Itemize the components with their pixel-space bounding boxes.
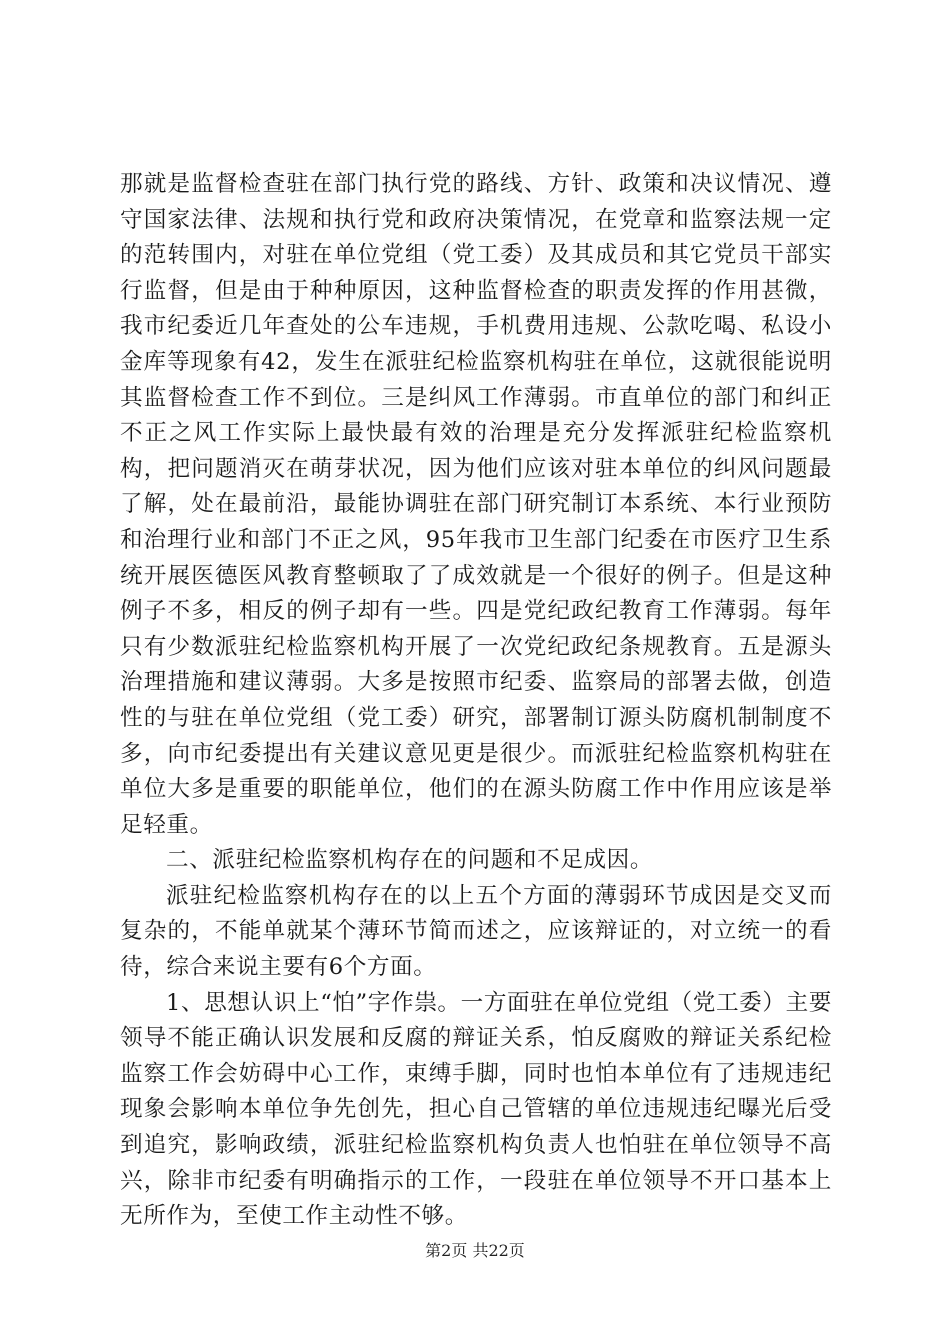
paragraph: 派驻纪检监察机构存在的以上五个方面的薄弱环节成因是交叉而复杂的，不能单就某个薄环节简而述之，应该辩证的，对立统一的看待，综合来说主要有6个方面。: [120, 882, 832, 981]
page-number-footer: 第2页 共22页: [425, 1241, 525, 1260]
paragraph-continuation: 那就是监督检查驻在部门执行党的路线、方针、政策和决议情况、遵守国家法律、法规和执行党和政府决策情况，在党章和监察法规一定的范转围内，对驻在单位党组（党工委）及其成员和其它党员干部实行监督，但是由于种种原因，这种监督检查的职责发挥的作用甚微，我市纪委近几年查处的公车违规，手机费用违规、公款吃喝、私设小金库等现象有42，发生在派驻纪检监察机构驻在单位，这就很能说明其监督检查工作不到位。三是纠风工作薄弱。市直单位的部门和纠正不正之风工作实际上最快最有效的治理是充分发挥派驻纪检监察机构，把问题消灭在萌芽状况，因为他们应该对驻本单位的纠风问题最了解，处在最前沿，最能协调驻在部门研究制订本系统、本行业预防和治理行业和部门不正之风，95年我市卫生部门纪委在市医疗卫生系统开展医德医风教育整顿取了了成效就是一个很好的例子。但是这种例子不多，相反的例子却有一些。四是党纪政纪教育工作薄弱。每年只有少数派驻纪检监察机构开展了一次党纪政纪条规教育。五是源头治理措施和建议薄弱。大多是按照市纪委、监察局的部署去做，创造性的与驻在单位党组（党工委）研究，部署制订源头防腐机制制度不多，向市纪委提出有关建议意见更是很少。而派驻纪检监察机构驻在单位大多是重要的职能单位，他们的在源头防腐工作中作用应该是举足轻重。: [120, 171, 832, 838]
document-body: [120, 167, 832, 1235]
section-heading: 二、派驻纪检监察机构存在的问题和不足成因。: [166, 847, 654, 874]
paragraph: 1、思想认识上“怕”字作祟。一方面驻在单位党组（党工委）主要领导不能正确认识发展和反腐的辩证关系，怕反腐败的辩证关系纪检监察工作会妨碍中心工作，束缚手脚，同时也怕本单位有了违规违纪现象会影响本单位争先创先，担心自己管辖的单位违规违纪曝光后受到追究，影响政绩，派驻纪检监察机构负责人也怕驻在单位领导不高兴，除非市纪委有明确指示的工作，一段驻在单位领导不开口基本上无所作为，至使工作主动性不够。: [120, 989, 832, 1230]
